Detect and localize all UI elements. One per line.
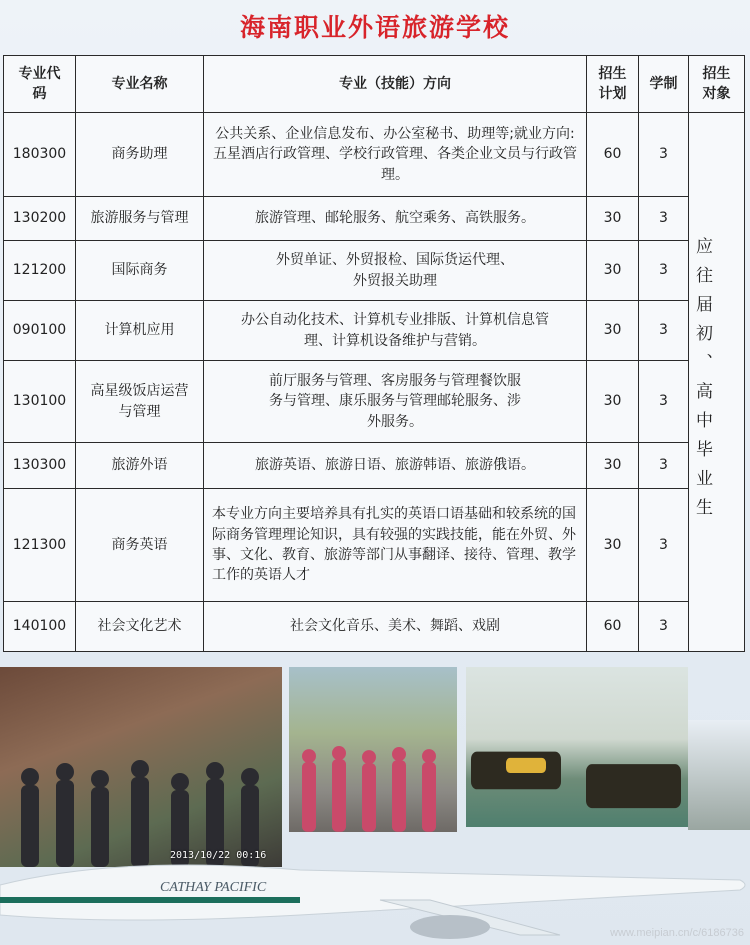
table-row (4, 443, 745, 489)
cell-name: 旅游服务与管理 (76, 197, 204, 241)
cell-direction: 旅游管理、邮轮服务、航空乘务、高铁服务。 (204, 197, 587, 241)
cell-direction: 外贸单证、外贸报检、国际货运代理、外贸报关助理 (204, 241, 587, 301)
cell-years: 3 (639, 301, 689, 361)
cell-years: 3 (639, 113, 689, 197)
cell-plan: 60 (587, 602, 639, 652)
cell-direction: 本专业方向主要培养具有扎实的英语口语基础和较系统的国际商务管理理论知识，具有较强的实践技能，能在外贸、外事、文化、教育、旅游等部门从事翻译、接待、管理、教学工作的英语人才 (204, 489, 587, 602)
table-row (4, 602, 745, 652)
photo-side-edge (688, 720, 750, 830)
table-row (4, 361, 745, 443)
cell-plan: 30 (587, 301, 639, 361)
people-silhouettes (466, 739, 688, 827)
watermark: www.meipian.cn/c/6186736 (610, 927, 744, 939)
table-row (4, 489, 745, 602)
header-years: 学制 (639, 56, 689, 113)
cell-years: 3 (639, 361, 689, 443)
cell-name: 计算机应用 (76, 301, 204, 361)
program-table-wrapper (3, 55, 744, 651)
people-silhouettes (289, 741, 457, 832)
cell-years: 3 (639, 489, 689, 602)
cell-direction: 前厅服务与管理、客房服务与管理餐饮服务与管理、康乐服务与管理邮轮服务、涉外服务。 (204, 361, 587, 443)
page-title: 海南职业外语旅游学校 (239, 13, 510, 42)
header-name: 专业名称 (76, 56, 204, 113)
table-row (4, 113, 745, 197)
cell-direction: 公共关系、企业信息发布、办公室秘书、助理等;就业方向:五星酒店行政管理、学校行政管理、各类企业文员与行政管理。 (204, 113, 587, 197)
cell-years: 3 (639, 443, 689, 489)
cell-code: 180300 (4, 113, 76, 197)
program-table (3, 55, 745, 652)
cell-plan: 60 (587, 113, 639, 197)
cell-code: 130200 (4, 197, 76, 241)
cell-code: 140100 (4, 602, 76, 652)
cell-direction: 社会文化音乐、美术、舞蹈、戏剧 (204, 602, 587, 652)
target-cell (689, 113, 745, 652)
photo-timestamp: 2013/10/22 00:16 (170, 850, 267, 861)
cell-direction: 旅游英语、旅游日语、旅游韩语、旅游俄语。 (204, 443, 587, 489)
cell-direction: 办公自动化技术、计算机专业排版、计算机信息管理、计算机设备维护与营销。 (204, 301, 587, 361)
photo-tug-of-war (466, 667, 688, 827)
header-plan: 招生计划 (587, 56, 639, 113)
header-code: 专业代码 (4, 56, 76, 113)
table-row (4, 241, 745, 301)
cell-code: 121300 (4, 489, 76, 602)
photo-collage (0, 665, 750, 945)
group-photo-street (289, 667, 457, 832)
cell-years: 3 (639, 241, 689, 301)
cell-years: 3 (639, 602, 689, 652)
cell-plan: 30 (587, 197, 639, 241)
table-row (4, 301, 745, 361)
cell-name: 旅游外语 (76, 443, 204, 489)
cell-plan: 30 (587, 361, 639, 443)
cell-plan: 30 (587, 489, 639, 602)
cell-name: 国际商务 (76, 241, 204, 301)
cell-name: 社会文化艺术 (76, 602, 204, 652)
plane-logo-text: CATHAY PACIFIC (160, 880, 267, 895)
table-row (4, 197, 745, 241)
cell-plan: 30 (587, 241, 639, 301)
cell-code: 090100 (4, 301, 76, 361)
group-photo-temple (0, 667, 282, 867)
header-direction: 专业（技能）方向 (204, 56, 587, 113)
cell-code: 130300 (4, 443, 76, 489)
cell-years: 3 (639, 197, 689, 241)
cell-name: 商务助理 (76, 113, 204, 197)
cell-code: 121200 (4, 241, 76, 301)
table-header-row (4, 56, 745, 113)
header-target: 招生对象 (689, 56, 745, 113)
cell-name: 高星级饭店运营与管理 (76, 361, 204, 443)
cell-plan: 30 (587, 443, 639, 489)
cell-code: 130100 (4, 361, 76, 443)
cell-name: 商务英语 (76, 489, 204, 602)
target-text: 应往届初、高中毕业生 (692, 237, 712, 527)
